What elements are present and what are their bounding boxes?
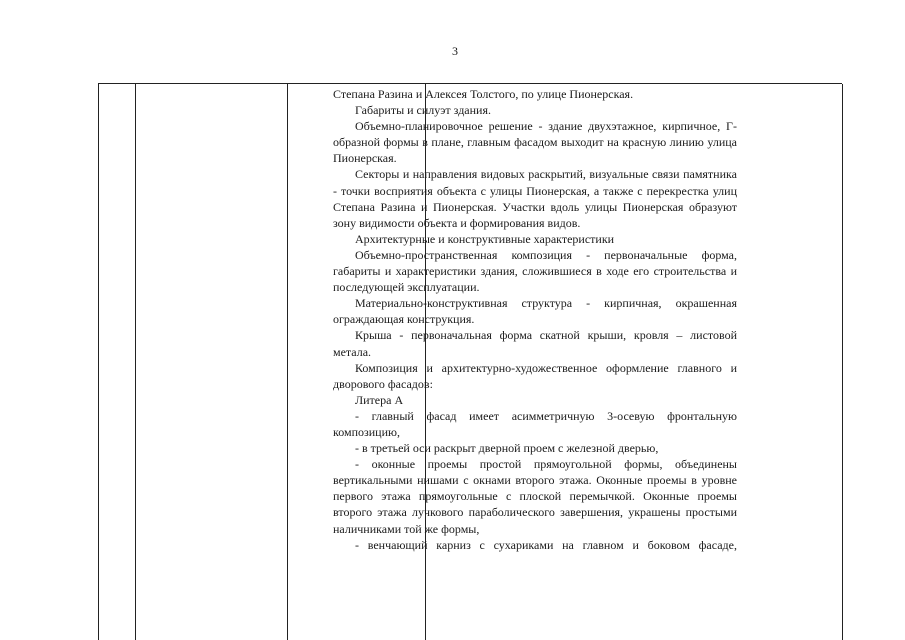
paragraph: Объемно-пространственная композиция - первоначальные форма, габариты и характеристики здания, сложившиеся в ходе его строительства и последующей эксплуатации. (333, 247, 737, 295)
table-column-number (99, 84, 136, 640)
paragraph: Габариты и силуэт здания. (355, 103, 491, 118)
list-item: - венчающий карниз с сухариками на главном и боковом фасаде, (355, 537, 737, 552)
list-item: - оконные проемы простой прямоугольной формы, объединены вертикальными нишами с окнами второго этажа. Оконные проемы в уровне первого этажа прямоугольные с плоской перемычкой. Оконные проемы второго этажа лучкового параболического завершения, украшены простыми наличниками той же формы, (333, 457, 737, 536)
list-item: - в третьей оси раскрыт дверной проем с железной дверью, (355, 441, 659, 456)
paragraph: Крыша - первоначальная форма скатной крыши, кровля – листовой метала. (333, 328, 737, 359)
page-number: 3 (452, 44, 458, 58)
paragraph: Объемно-планировочное решение - здание двухэтажное, кирпичное, Г-образной формы в плане, главным фасадом выходит на красную линию улица Пионерская. (333, 119, 737, 166)
table-column-name (135, 84, 288, 640)
paragraph: Материально-конструктивная структура - кирпичная, окрашенная ограждающая конструкция. (333, 296, 737, 327)
section-heading: Архитектурные и конструктивные характеристики (355, 231, 615, 246)
list-item: - главный фасад имеет асимметричную 3-осевую фронтальную композицию, (333, 408, 737, 439)
description-cell (333, 86, 737, 553)
paragraph: Композиция и архитектурно-художественное оформление главного и дворового фасадов: (333, 360, 737, 391)
subsection-heading: Литера А (355, 392, 404, 407)
paragraph: Степана Разина и Алексея Толстого, по улице Пионерская. (333, 87, 634, 101)
paragraph: Секторы и направления видовых раскрытий, визуальные связи памятника - точки восприятия объекта с улицы Пионерская, а также с перекрестка улиц Степана Разина и Пионерская. Участки вдоль улицы Пионерская образуют зону видимости объекта и формирования видов. (333, 167, 737, 230)
